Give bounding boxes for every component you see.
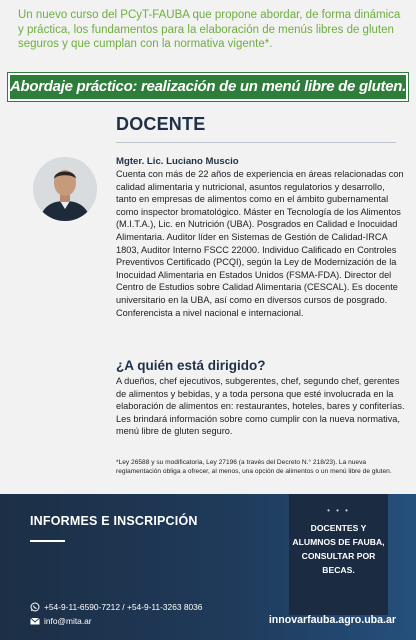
scholarship-promo (289, 494, 388, 615)
audience-heading: ¿A quién está dirigido? (116, 358, 266, 373)
intro-text: Un nuevo curso del PCyT-FAUBA que propone abordar, de forma dinámica y práctica, los fundamentos para la elaboración de menús libres de gluten seguros y que cumplan con la normativa vigente*. (18, 9, 401, 50)
legal-footnote: *Ley 26588 y su modificatoria, Ley 27196 (a través del Decreto N.° 218/23). La nueva reglamentación obliga a ofrecer, al menos, una opción de alimentos o un menú libre de gluten. (116, 459, 392, 475)
docente-divider (116, 142, 396, 143)
phone-numbers[interactable]: +54-9-11-6590-7212 / +54-9-11-3263 8036 (44, 602, 203, 612)
course-title-banner (8, 73, 408, 101)
website-link[interactable]: innovarfauba.agro.uba.ar (268, 614, 396, 626)
promo-text: DOCENTES Y ALUMNOS DE FAUBA, CONSULTAR POR BECAS. (292, 523, 385, 575)
phone-contact[interactable] (30, 602, 202, 612)
teacher-bio: Cuenta con más de 22 años de experiencia en áreas relacionadas con calidad alimentaria y nutricional, asuntos regulatorios y desarrollo, tanto en empresas de alimentos como en el ámbito gubernamental como inspector bromatológico. Máster en Tecnología de los Alimentos (M.I.T.A.), Lic. en Nutrición (UBA). Posgrados en Calidad e Inocuidad Alimentaria. Auditor líder en Sistemas de Gestión de Calidad-IRCA 1803, Auditor Interno FSCC 22000. Individuo Calificado en Controles Preventivos Certificado (PCQI), según la Ley de Modernización de la Inocuidad Alimentaria en Estados Unidos (FSMA-FDA). Director del Centro de Estudios sobre Calidad Alimentaria (CESCAL). Es docente universitario en la UBA, así como en diversos cursos de posgrado. Conferencista a nivel nacional e internacional. (116, 169, 404, 318)
promo-dots: • • • (327, 506, 350, 515)
docente-heading: DOCENTE (116, 114, 206, 134)
email-contact[interactable] (30, 616, 92, 626)
teacher-name: Mgter. Lic. Luciano Muscio (116, 156, 239, 167)
footer (0, 494, 416, 640)
course-title: Abordaje práctico: realización de un menú libre de gluten. (10, 78, 407, 95)
email-address[interactable]: info@mita.ar (44, 616, 92, 626)
informes-heading: INFORMES E INSCRIPCIÓN (30, 514, 198, 528)
audience-text: A dueños, chef ejecutivos, subgerentes, chef, segundo chef, gerentes de alimentos y bebidas, y a toda persona que esté involucrada en la elaboración de alimentos en: restaurantes, hoteles, bares y confiterías. Les brindará información sobre como cumplir con la nueva normativa, menú libre de gluten seguro. (116, 376, 405, 437)
teacher-photo (33, 157, 97, 221)
whatsapp-icon (30, 602, 40, 612)
informes-divider (30, 540, 65, 542)
mail-icon (30, 616, 40, 626)
